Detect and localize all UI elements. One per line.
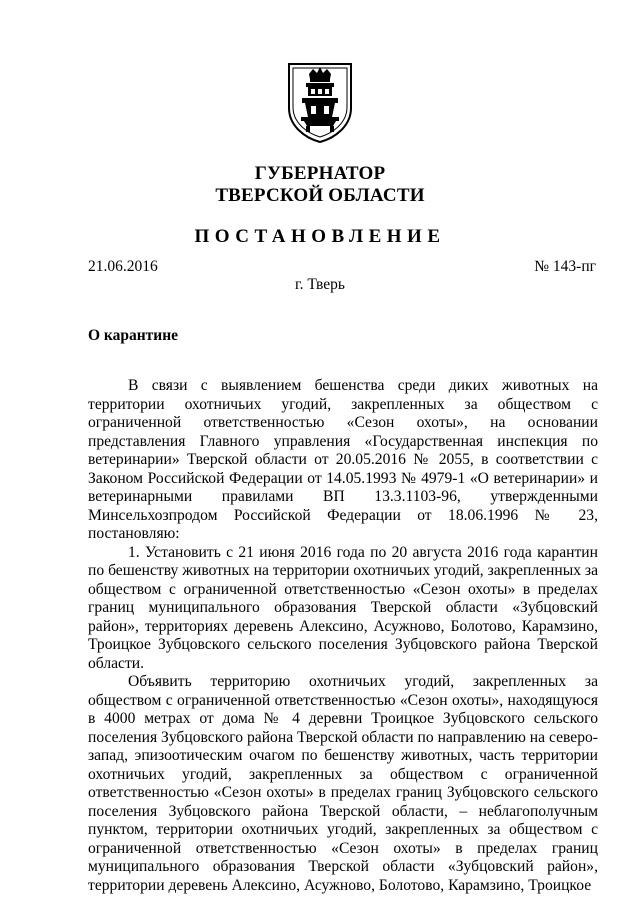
document-number: № 143-пг <box>534 258 596 275</box>
body-paragraph-preamble: В связи с выявлением бешенства среди диких животных на территории охотничьих угодий, закрепленных за обществом с ограниченной ответственностью «Сезон охоты», на основании представления Главного управления «Государственная инспекция по ветеринарии» Тверской области от 20.05.2016 № 2055, в соответствии с Законом Российской Федерации от 14.05.1993 № 4979-1 «О ветеринарии» и ветеринарными правилами ВП 13.3.1103-96, утвержденными Минсельхозпродом Российской Федерации от 18.06.1996 № 23, постановляю: <box>88 377 598 542</box>
body-paragraph-territory: Объявить территорию охотничьих угодий, закрепленных за обществом с ограниченной ответственностью «Сезон охоты», находящуюся в 4000 метрах от дома № 4 деревни Троицкое Зубцовского сельского поселения Зубцовского района Тверской области по направлению на северо-запад, эпизоотическим очагом по бешенству животных, часть территории охотничьих угодий, закрепленных за обществом с ограниченной ответственностью «Сезон охоты» в пределах границ Зубцовского сельского поселения Зубцовского района Тверской области, – неблагополучным пунктом, территории охотничьих угодий, закрепленных за обществом с ограниченной ответственностью «Сезон охоты» в пределах границ муниципального образования Тверской области «Зубцовский район», территории деревень Алексино, Асужново, Болотово, Карамзино, Троицкое <box>88 673 598 894</box>
document-body <box>88 377 598 895</box>
authority-title-line1: ГУБЕРНАТОР <box>254 163 386 184</box>
document-city: г. Тверь <box>295 276 345 293</box>
document-type-heading: ПОСТАНОВЛЕНИЕ <box>194 226 446 247</box>
document-date: 21.06.2016 <box>88 258 158 275</box>
tver-region-coat-of-arms-icon <box>287 62 353 144</box>
body-paragraph-item-1: 1. Установить с 21 июня 2016 года по 20 августа 2016 года карантин по бешенству животных на территории охотничьих угодий, закрепленных за обществом с ограниченной ответственностью «Сезон охоты» в пределах границ муниципального образования Тверской области «Зубцовский район», территориях деревень Алексино, Асужново, Болотово, Карамзино, Троицкое Зубцовского сельского поселения Зубцовского района Тверской области. <box>88 543 598 672</box>
document-subject: О карантине <box>88 327 179 344</box>
authority-title-line2: ТВЕРСКОЙ ОБЛАСТИ <box>215 185 425 206</box>
